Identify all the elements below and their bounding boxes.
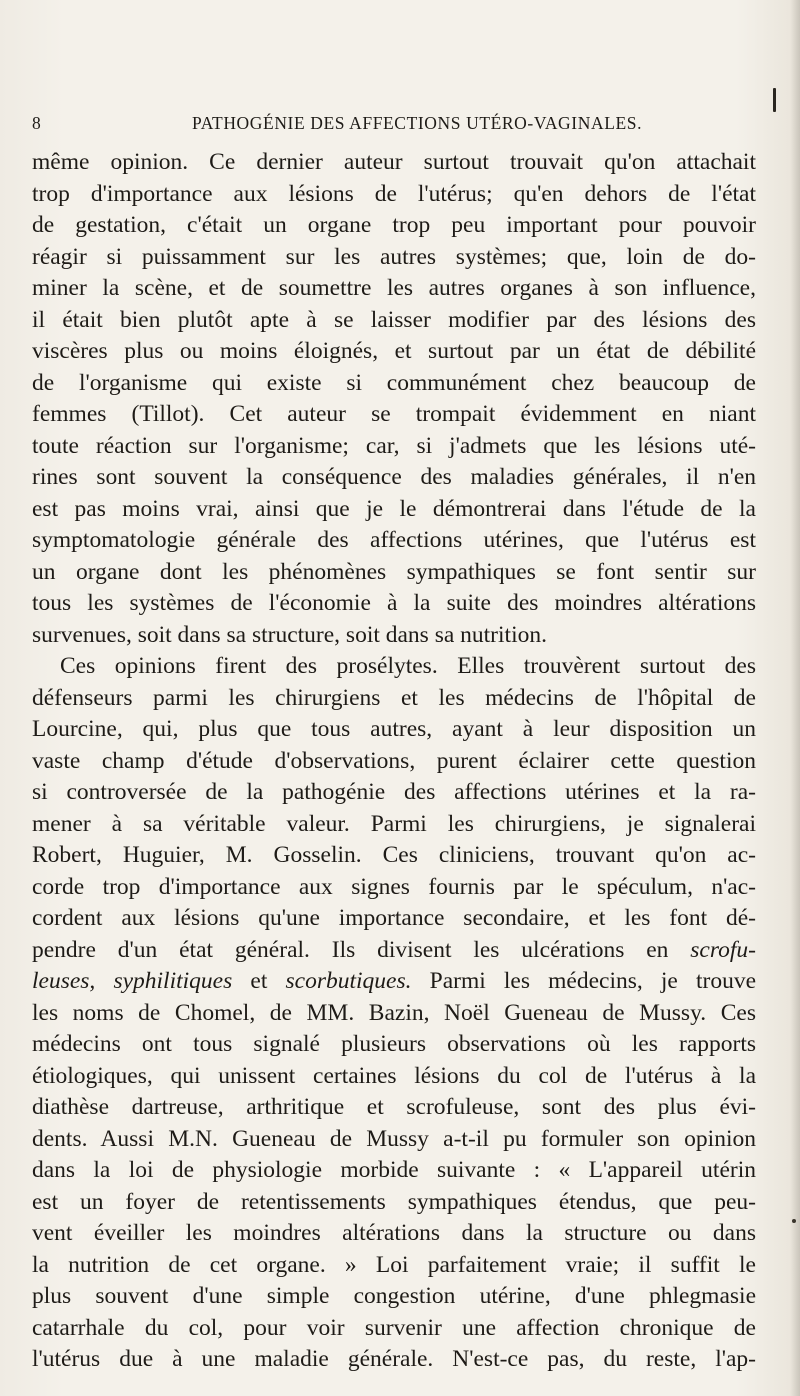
text-line: dans la loi de physiologie morbide suivante : « L'appareil utérin	[32, 1157, 756, 1183]
text-segment: Parmi les médecins, je trouve	[429, 968, 757, 994]
text-line: est pas moins vrai, ainsi que je le démontrerai dans l'étude de la	[32, 495, 756, 522]
text-segment: pendre d'un état général. Ils divisent les ulcérations en	[32, 936, 669, 963]
text-line: si controversée de la pathogénie des affections utérines et la ra-	[32, 779, 756, 805]
text-line: corde trop d'importance aux signes fournis par le spéculum, n'ac-	[32, 873, 756, 900]
text-line: vaste champ d'étude d'observations, purent éclairer cette question	[32, 747, 756, 774]
text-line: vent éveiller les moindres altérations dans la structure ou dans	[32, 1220, 756, 1246]
text-line: de gestation, c'était un organe trop peu important pour pouvoir	[32, 212, 756, 238]
text-line: toute réaction sur l'organisme; car, si j'admets que les lésions uté-	[32, 432, 756, 459]
italic-term: scrofu-	[690, 936, 756, 963]
text-segment: et	[250, 968, 268, 994]
text-line: femmes (Tillot). Cet auteur se trompait évidemment en niant	[32, 401, 756, 427]
body-text	[32, 147, 756, 1376]
margin-speck	[792, 1219, 796, 1223]
text-line: diathèse dartreuse, arthritique et scrofuleuse, sont des plus évi-	[32, 1094, 756, 1120]
text-line-with-italic	[32, 966, 756, 998]
text-line: dents. Aussi M.N. Gueneau de Mussy a-t-il pu formuler son opinion	[32, 1125, 756, 1152]
text-line: Ces opinions firent des prosélytes. Elles trouvèrent surtout des	[60, 653, 756, 679]
text-line: cordent aux lésions qu'une importance secondaire, et les font dé-	[32, 905, 756, 931]
text-line: survenues, soit dans sa structure, soit dans sa nutrition.	[32, 621, 547, 648]
text-line: mener à sa véritable valeur. Parmi les chirurgiens, je signalerai	[32, 810, 756, 837]
margin-mark	[773, 88, 776, 112]
running-title: PATHOGÉNIE DES AFFECTIONS UTÉRO-VAGINALES.	[192, 113, 643, 133]
page-number: 8	[32, 113, 42, 133]
text-line: défenseurs parmi les chirurgiens et les médecins de l'hôpital de	[32, 684, 756, 711]
text-line: un organe dont les phénomènes sympathiques se font sentir sur	[32, 558, 756, 585]
text-line: est un foyer de retentissements sympathiques étendus, que peu-	[32, 1188, 756, 1215]
italic-term: scorbutiques.	[285, 968, 412, 994]
text-line: l'utérus due à une maladie générale. N'est-ce pas, du reste, l'ap-	[32, 1346, 756, 1372]
text-line: étiologiques, qui unissent certaines lésions du col de l'utérus à la	[32, 1062, 756, 1089]
text-line: médecins ont tous signalé plusieurs observations où les rapports	[32, 1031, 756, 1057]
text-line: Robert, Huguier, M. Gosselin. Ces cliniciens, trouvant qu'on ac-	[32, 842, 756, 868]
text-line: Lourcine, qui, plus que tous autres, ayant à leur disposition un	[32, 716, 756, 742]
running-header	[32, 113, 752, 141]
italic-term: leuses,	[32, 968, 96, 994]
text-line: trop d'importance aux lésions de l'utérus; qu'en dehors de l'état	[32, 180, 756, 207]
text-line: les noms de Chomel, de MM. Bazin, Noël Gueneau de Mussy. Ces	[32, 999, 756, 1026]
text-line: miner la scène, et de soumettre les autres organes à son influence,	[32, 275, 756, 301]
text-line: la nutrition de cet organe. » Loi parfaitement vraie; il suffit le	[32, 1251, 756, 1278]
italic-term: syphilitiques	[113, 968, 233, 994]
text-line: rines sont souvent la conséquence des maladies générales, il n'en	[32, 464, 756, 490]
text-line: symptomatologie générale des affections utérines, que l'utérus est	[32, 527, 756, 553]
text-line-with-italic	[32, 935, 756, 967]
text-line: plus souvent d'une simple congestion utérine, d'une phlegmasie	[32, 1283, 756, 1309]
text-line: tous les systèmes de l'économie à la suite des moindres altérations	[32, 590, 756, 616]
text-line: il était bien plutôt apte à se laisser modifier par des lésions des	[32, 306, 756, 333]
text-line: même opinion. Ce dernier auteur surtout trouvait qu'on attachait	[32, 149, 756, 175]
text-line: viscères plus ou moins éloignés, et surtout par un état de débilité	[32, 338, 756, 364]
page-edge-shadow	[790, 0, 800, 1396]
text-line: catarrhale du col, pour voir survenir une affection chronique de	[32, 1314, 756, 1341]
text-line: réagir si puissamment sur les autres systèmes; que, loin de do-	[32, 243, 756, 270]
text-line: de l'organisme qui existe si communément chez beaucoup de	[32, 369, 756, 396]
